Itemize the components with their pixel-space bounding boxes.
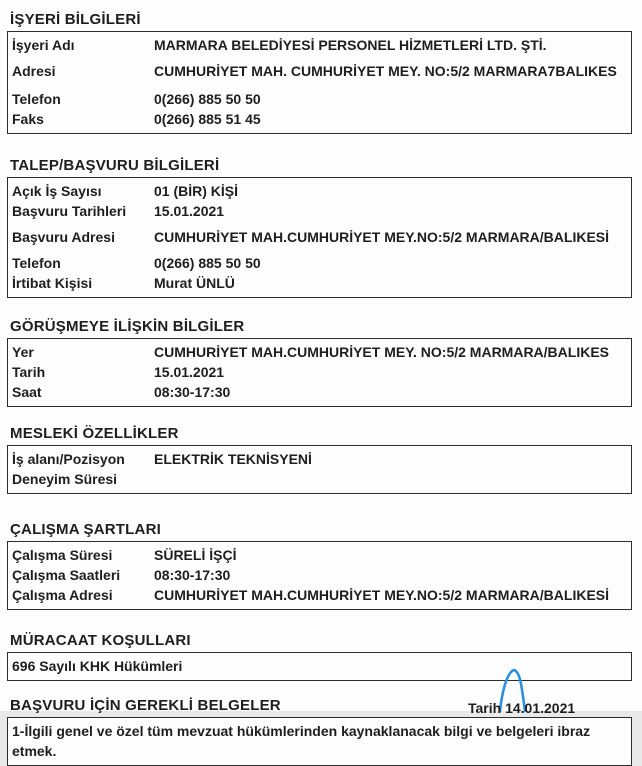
info-table xyxy=(7,338,632,407)
row-value: 08:30-17:30 xyxy=(154,567,231,583)
row-label: Saat xyxy=(12,384,42,400)
row-value: CUMHURİYET MAH.CUMHURİYET MEY.NO:5/2 MARMARA/BALIKESİ xyxy=(154,587,610,603)
table-row xyxy=(12,449,631,469)
footer-date: Tarih 14.01.2021 xyxy=(468,700,576,716)
row-value: MARMARA BELEDİYESİ PERSONEL HİZMETLERİ LTD. ŞTİ. xyxy=(154,37,547,53)
table-row xyxy=(12,61,631,81)
section-talep-basvuru-bilgileri xyxy=(7,157,634,298)
info-table xyxy=(7,445,632,494)
row-value: ELEKTRİK TEKNİSYENİ xyxy=(154,451,312,467)
info-table xyxy=(7,541,632,610)
section-title: TALEP/BAŞVURU BİLGİLERİ xyxy=(10,157,220,174)
section-title: MESLEKİ ÖZELLİKLER xyxy=(10,425,179,442)
row-label: Telefon xyxy=(12,255,61,271)
table-row xyxy=(12,565,631,585)
table-row xyxy=(12,545,631,565)
row-value: 15.01.2021 xyxy=(154,364,225,380)
row-label: Başvuru Tarihleri xyxy=(12,203,127,219)
row-label: Telefon xyxy=(12,91,61,107)
table-row xyxy=(12,342,631,362)
section-isyeri-bilgileri xyxy=(7,11,634,134)
section-title: GÖRÜŞMEYE İLİŞKİN BİLGİLER xyxy=(10,318,245,335)
row-value: 0(266) 885 50 50 xyxy=(154,91,261,107)
text-line: 1-İlgili genel ve özel tüm mevzuat hükümlerinden kaynaklanacak bilgi ve belgeleri ibraz xyxy=(12,723,591,739)
table-row xyxy=(12,253,631,273)
section-calisma-sartlari xyxy=(7,521,634,610)
info-table xyxy=(7,31,632,134)
row-label: İş alanı/Pozisyon xyxy=(12,451,125,467)
info-table xyxy=(7,717,632,766)
row-label: Çalışma Saatleri xyxy=(12,567,121,583)
row-value: 08:30-17:30 xyxy=(154,384,231,400)
row-label: Deneyim Süresi xyxy=(12,471,118,487)
table-row xyxy=(12,35,631,55)
row-label: Faks xyxy=(12,111,44,127)
text-line: 696 Sayılı KHK Hükümleri xyxy=(12,658,183,674)
row-value: 15.01.2021 xyxy=(154,203,225,219)
section-muracaat-kosullari xyxy=(7,632,634,681)
section-mesleki-ozellikler xyxy=(7,425,634,494)
row-value: 0(266) 885 50 50 xyxy=(154,255,261,271)
section-title: MÜRACAAT KOŞULLARI xyxy=(10,632,191,649)
row-value: 0(266) 885 51 45 xyxy=(154,111,261,127)
table-row xyxy=(12,227,631,247)
row-label: Açık İş Sayısı xyxy=(12,183,102,199)
row-label: Başvuru Adresi xyxy=(12,229,115,245)
row-value: CUMHURİYET MAH.CUMHURİYET MEY. NO:5/2 MARMARA/BALIKES xyxy=(154,344,610,360)
row-label: Yer xyxy=(12,344,34,360)
section-title: BAŞVURU İÇİN GEREKLİ BELGELER xyxy=(10,697,281,714)
row-label: Çalışma Adresi xyxy=(12,587,113,603)
row-label: Adresi xyxy=(12,63,56,79)
section-gorusmeye-iliskin-bilgiler xyxy=(7,318,634,407)
text-line: etmek. xyxy=(12,743,57,759)
table-row xyxy=(12,89,631,109)
row-value: 01 (BİR) KİŞİ xyxy=(154,183,239,199)
table-row xyxy=(12,109,631,129)
table-row xyxy=(12,469,631,489)
row-label: İşyeri Adı xyxy=(12,37,75,53)
row-label: Tarih xyxy=(12,364,46,380)
section-title: ÇALIŞMA ŞARTLARI xyxy=(10,521,161,538)
table-row xyxy=(12,273,631,293)
table-row xyxy=(12,201,631,221)
row-label: Çalışma Süresi xyxy=(12,547,113,563)
table-row xyxy=(12,362,631,382)
row-value xyxy=(154,469,631,489)
row-label: İrtibat Kişisi xyxy=(12,275,93,291)
section-title: İŞYERİ BİLGİLERİ xyxy=(10,11,141,28)
table-row xyxy=(12,382,631,402)
table-row xyxy=(12,181,631,201)
row-value: SÜRELİ İŞÇİ xyxy=(154,547,237,563)
row-value: Murat ÜNLÜ xyxy=(154,275,235,291)
info-table xyxy=(7,652,632,681)
row-value: CUMHURİYET MAH.CUMHURİYET MEY.NO:5/2 MARMARA/BALIKESİ xyxy=(154,229,610,245)
row-value: CUMHURİYET MAH. CUMHURİYET MEY. NO:5/2 MARMARA7BALIKES xyxy=(154,63,617,79)
table-row xyxy=(12,585,631,605)
info-table xyxy=(7,177,632,298)
